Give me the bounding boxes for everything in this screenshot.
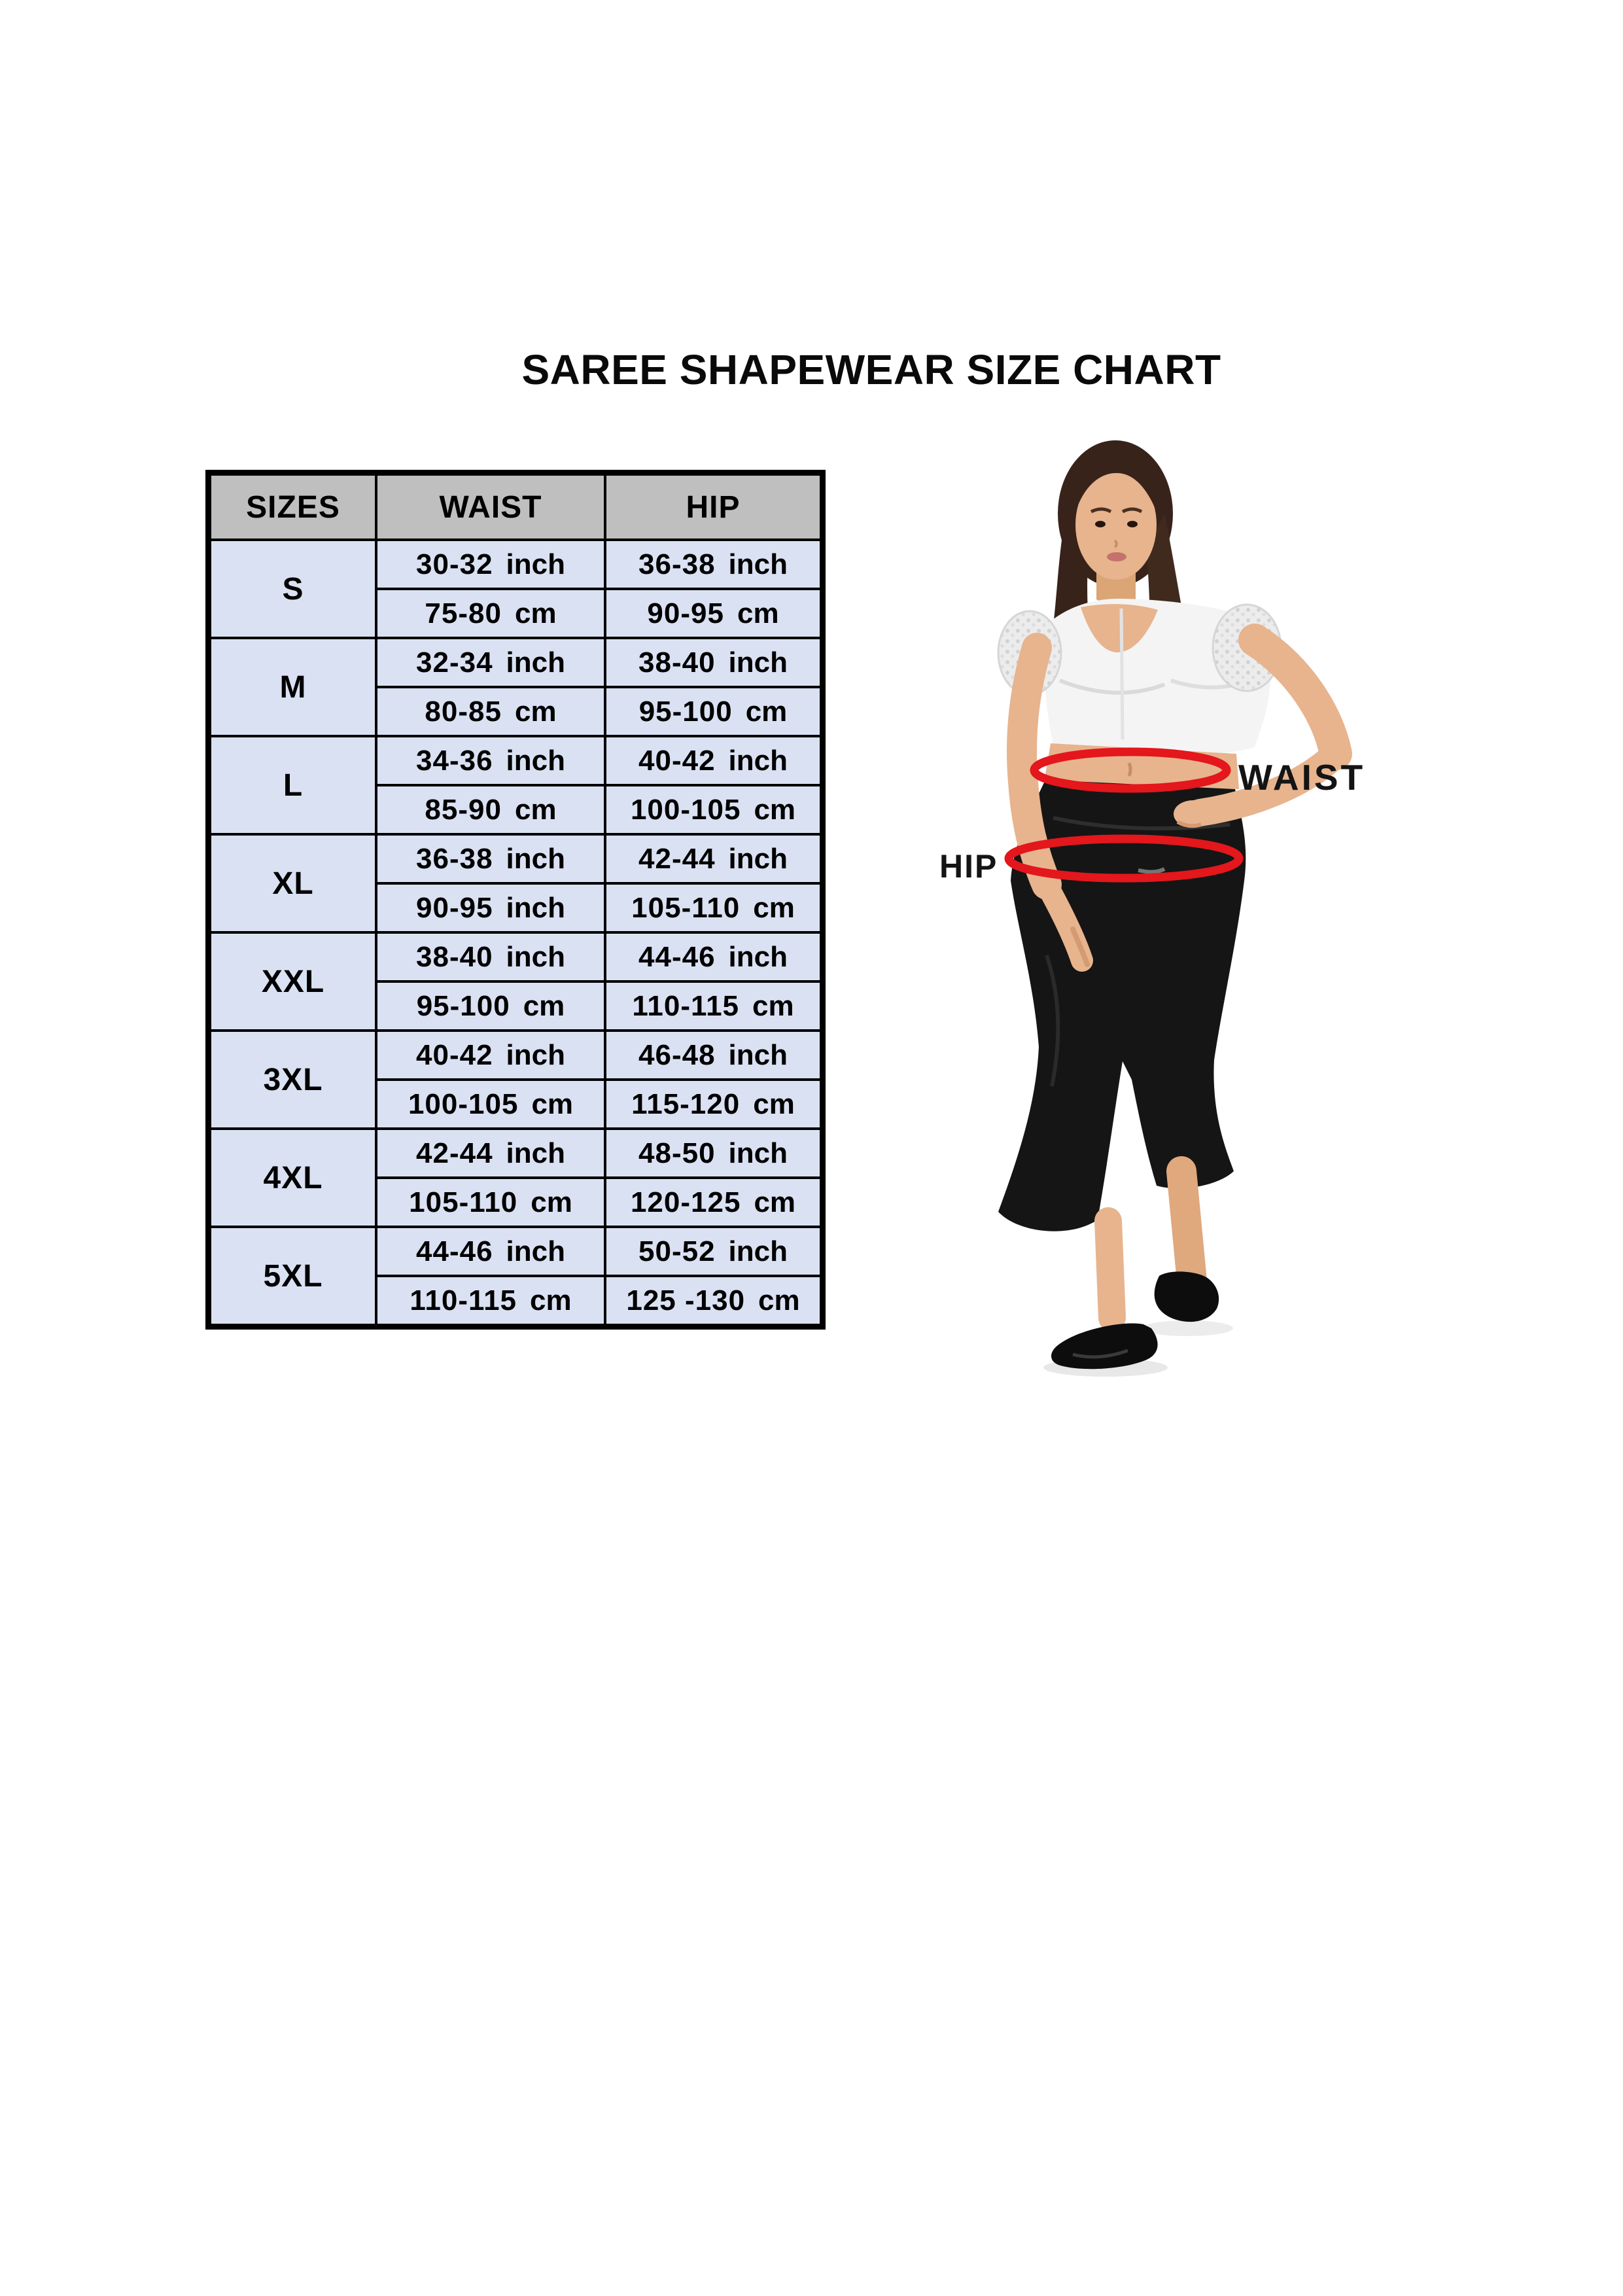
unit-label: inch	[506, 744, 565, 777]
range-value: 44-46	[638, 940, 716, 973]
xl-waist-inch-cell	[377, 836, 604, 882]
range-value: 38-40	[416, 940, 493, 973]
range-value: 85-90	[425, 793, 502, 826]
unit-label: cm	[754, 793, 796, 826]
m-waist-cm-cell	[377, 688, 604, 735]
xxl-waist-inch-cell	[377, 934, 604, 980]
size-cell-m: M	[211, 639, 375, 735]
3xl-waist-cm-cell	[377, 1081, 604, 1127]
unit-label: inch	[728, 1038, 788, 1071]
column-header-waist: WAIST	[377, 476, 604, 539]
3xl-hip-inch-cell	[606, 1032, 820, 1078]
unit-label: inch	[728, 842, 788, 875]
size-chart-table	[205, 470, 826, 1330]
size-cell-4xl: 4XL	[211, 1130, 375, 1226]
range-value: 46-48	[638, 1038, 716, 1071]
range-value: 80-85	[425, 695, 502, 728]
s-waist-cm-cell	[377, 590, 604, 637]
unit-label: inch	[728, 1137, 788, 1169]
s-hip-inch-cell	[606, 541, 820, 588]
unit-label: cm	[514, 793, 557, 826]
unit-label: inch	[728, 646, 788, 679]
flat-shoes	[1051, 1271, 1219, 1369]
unit-label: inch	[506, 646, 565, 679]
unit-label: inch	[506, 1235, 565, 1267]
range-value: 90-95	[647, 597, 724, 629]
range-value: 105-110	[631, 891, 741, 924]
l-hip-cm-cell	[606, 786, 820, 833]
xl-hip-inch-cell	[606, 836, 820, 882]
range-value: 90-95	[416, 891, 493, 924]
4xl-waist-cm-cell	[377, 1179, 604, 1226]
range-value: 110-115	[632, 989, 740, 1022]
range-value: 32-34	[416, 646, 493, 679]
hip-label: HIP	[939, 848, 998, 885]
page-title: SAREE SHAPEWEAR SIZE CHART	[521, 346, 1221, 393]
unit-label: inch	[506, 891, 565, 924]
model-illustration	[903, 425, 1472, 1381]
s-waist-inch-cell	[377, 541, 604, 588]
xl-waist-cm-cell	[377, 885, 604, 931]
range-value: 95-100	[416, 989, 510, 1022]
unit-label: cm	[753, 891, 795, 924]
range-value: 40-42	[416, 1038, 493, 1071]
unit-label: inch	[506, 548, 565, 580]
unit-label: cm	[753, 1087, 795, 1120]
xl-hip-cm-cell	[606, 885, 820, 931]
range-value: 44-46	[416, 1235, 493, 1267]
unit-label: cm	[737, 597, 779, 629]
range-value: 115-120	[631, 1087, 741, 1120]
unit-label: cm	[531, 1087, 574, 1120]
model-photo	[903, 425, 1472, 1381]
unit-label: inch	[728, 1235, 788, 1267]
range-value: 110-115	[410, 1284, 517, 1316]
waist-label: WAIST	[1238, 757, 1366, 798]
unit-label: cm	[758, 1284, 800, 1316]
range-value: 36-38	[416, 842, 493, 875]
3xl-hip-cm-cell	[606, 1081, 820, 1127]
range-value: 120-125	[630, 1186, 741, 1218]
face	[1075, 453, 1157, 580]
4xl-hip-cm-cell	[606, 1179, 820, 1226]
range-value: 50-52	[638, 1235, 716, 1267]
5xl-waist-inch-cell	[377, 1228, 604, 1275]
unit-label: cm	[514, 597, 557, 629]
m-waist-inch-cell	[377, 639, 604, 686]
range-value: 38-40	[638, 646, 716, 679]
size-cell-l: L	[211, 737, 375, 833]
l-hip-inch-cell	[606, 737, 820, 784]
range-value: 75-80	[425, 597, 502, 629]
range-value: 100-105	[630, 793, 741, 826]
3xl-waist-inch-cell	[377, 1032, 604, 1078]
range-value: 95-100	[638, 695, 733, 728]
range-value: 36-38	[638, 548, 716, 580]
range-value: 105-110	[409, 1186, 518, 1218]
unit-label: cm	[531, 1186, 572, 1218]
m-hip-cm-cell	[606, 688, 820, 735]
size-cell-5xl: 5XL	[211, 1228, 375, 1324]
4xl-hip-inch-cell	[606, 1130, 820, 1176]
range-value: 40-42	[638, 744, 716, 777]
size-cell-xxl: XXL	[211, 934, 375, 1029]
range-value: 42-44	[416, 1137, 493, 1169]
unit-label: inch	[506, 940, 565, 973]
unit-label: inch	[728, 744, 788, 777]
l-waist-cm-cell	[377, 786, 604, 833]
range-value: 42-44	[638, 842, 716, 875]
4xl-waist-inch-cell	[377, 1130, 604, 1176]
foot-shadow	[1142, 1320, 1233, 1336]
unit-label: cm	[754, 1186, 796, 1218]
size-cell-xl: XL	[211, 836, 375, 931]
xxl-hip-inch-cell	[606, 934, 820, 980]
unit-label: inch	[506, 1137, 565, 1169]
xxl-hip-cm-cell	[606, 983, 820, 1029]
unit-label: cm	[752, 989, 794, 1022]
unit-label: cm	[530, 1284, 572, 1316]
size-cell-s: S	[211, 541, 375, 637]
l-waist-inch-cell	[377, 737, 604, 784]
5xl-hip-inch-cell	[606, 1228, 820, 1275]
range-value: 48-50	[638, 1137, 716, 1169]
xxl-waist-cm-cell	[377, 983, 604, 1029]
unit-label: inch	[728, 548, 788, 580]
range-value: 30-32	[416, 548, 493, 580]
unit-label: cm	[523, 989, 565, 1022]
5xl-hip-cm-cell	[606, 1277, 820, 1324]
range-value: 125 -130	[626, 1284, 746, 1316]
size-cell-3xl: 3XL	[211, 1032, 375, 1127]
m-hip-inch-cell	[606, 639, 820, 686]
column-header-sizes: SIZES	[211, 476, 375, 539]
unit-label: inch	[728, 940, 788, 973]
5xl-waist-cm-cell	[377, 1277, 604, 1324]
unit-label: inch	[506, 1038, 565, 1071]
s-hip-cm-cell	[606, 590, 820, 637]
unit-label: cm	[745, 695, 788, 728]
range-value: 100-105	[408, 1087, 519, 1120]
column-header-hip: HIP	[606, 476, 820, 539]
range-value: 34-36	[416, 744, 493, 777]
unit-label: cm	[514, 695, 557, 728]
unit-label: inch	[506, 842, 565, 875]
